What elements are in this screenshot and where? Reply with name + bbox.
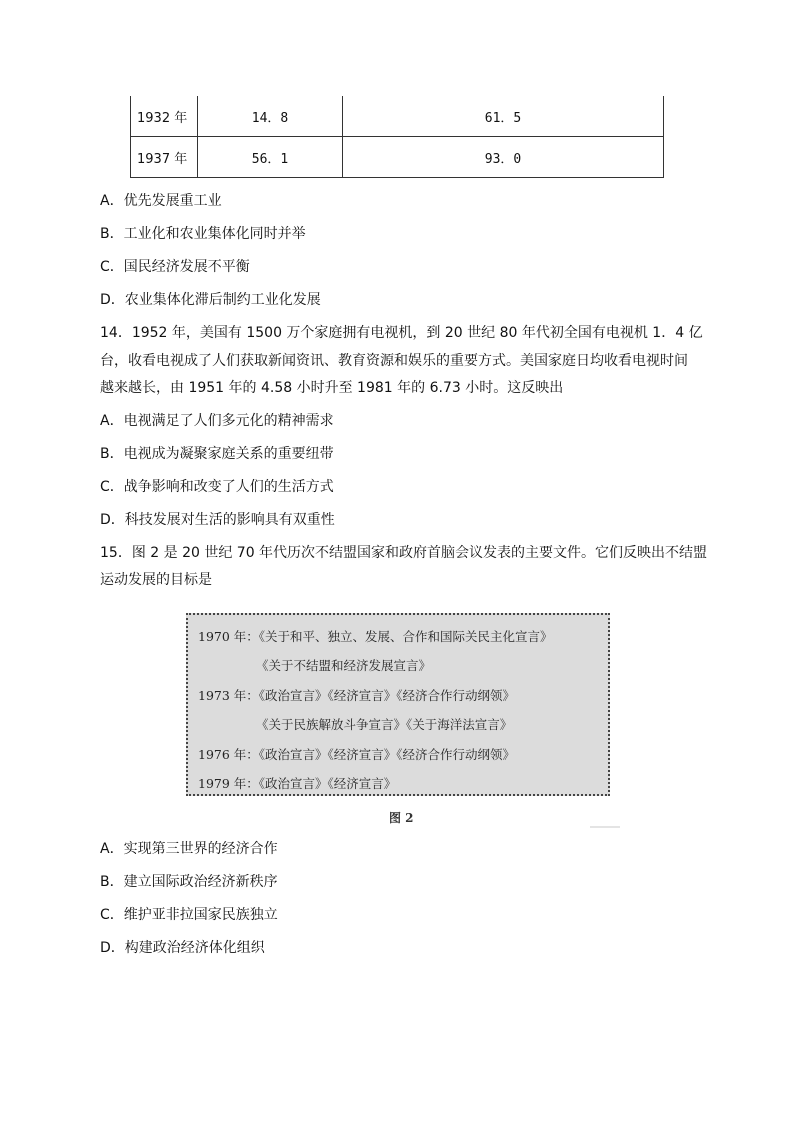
table-row [131,137,664,178]
q15-option-c: C．维护亚非拉国家民族独立 [100,907,278,923]
figure-line: 1979 年：《政治宣言》《经济宣言》 [198,776,397,791]
q13-option-c: C．国民经济发展不平衡 [100,259,250,275]
table-cell-value: 56．1 [198,137,343,178]
table-cell-value: 93．0 [343,137,664,178]
scan-artifact [590,826,620,828]
q14-stem-line-3: 越来越长，由 1951 年的 4.58 小时升至 1981 年的 6.73 小时。这反映出 [100,380,564,396]
figure-line: 《关于民族解放斗争宣言》《关于海洋法宣言》 [256,717,513,732]
data-table [130,96,664,178]
q14-stem-line-2: 台，收看电视成了人们获取新闻资讯、教育资源和娱乐的重要方式。美国家庭日均收看电视时间 [100,353,688,369]
figure-line: 《关于不结盟和经济发展宣言》 [256,658,432,673]
figure-2-box [186,613,610,796]
q13-option-b: B．工业化和农业集体化同时并举 [100,226,306,242]
q15-option-d: D．构建政治经济体化组织 [100,940,265,956]
figure-line: 1976 年：《政治宣言》《经济宣言》《经济合作行动纲领》 [198,747,516,762]
q14-option-b: B．电视成为凝聚家庭关系的重要纽带 [100,446,334,462]
table-cell-value: 14．8 [198,96,343,137]
table-row [131,96,664,137]
q14-stem-line-1: 14．1952 年，美国有 1500 万个家庭拥有电视机，到 20 世纪 80 年代初全国有电视机 1．4 亿 [100,325,703,341]
q14-option-a: A．电视满足了人们多元化的精神需求 [100,413,334,429]
table-cell-value: 61．5 [343,96,664,137]
q14-option-d: D．科技发展对生活的影响具有双重性 [100,512,335,528]
table-cell-year: 1937 年 [131,137,198,178]
q15-stem-line-2: 运动发展的目标是 [100,572,212,588]
q15-option-b: B．建立国际政治经济新秩序 [100,874,278,890]
figure-line: 1970 年：《关于和平、独立、发展、合作和国际关民主化宣言》 [198,629,553,644]
figure-line: 1973 年：《政治宣言》《经济宣言》《经济合作行动纲领》 [198,688,516,703]
q15-option-a: A．实现第三世界的经济合作 [100,841,278,857]
q15-stem-line-1: 15．图 2 是 20 世纪 70 年代历次不结盟国家和政府首脑会议发表的主要文件。它们反映出不结盟 [100,545,708,561]
table-cell-year: 1932 年 [131,96,198,137]
q14-option-c: C．战争影响和改变了人们的生活方式 [100,479,334,495]
figure-caption: 图 2 [389,811,414,825]
data-table-container [130,96,664,178]
q13-option-d: D．农业集体化滞后制约工业化发展 [100,292,321,308]
q13-option-a: A．优先发展重工业 [100,193,222,209]
